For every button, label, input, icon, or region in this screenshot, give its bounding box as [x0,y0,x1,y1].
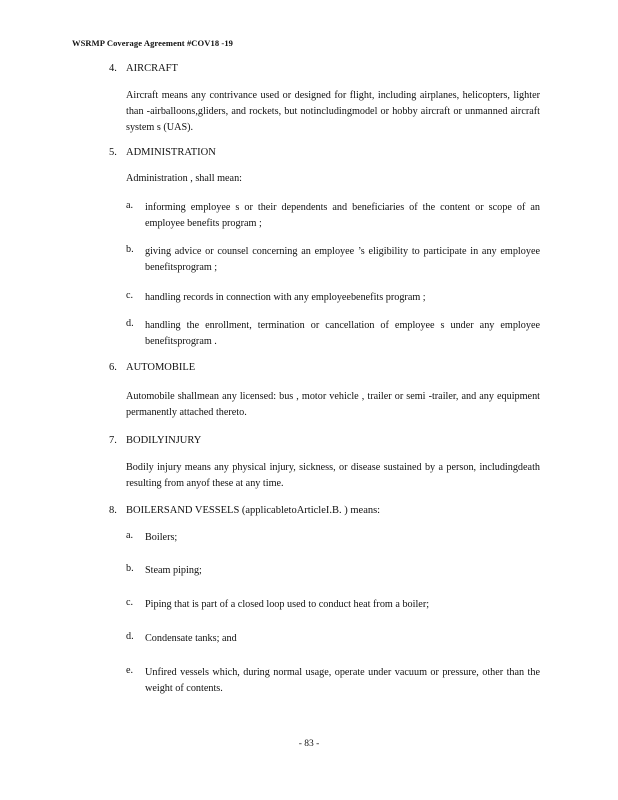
section-number: 5. [109,147,117,158]
list-item-letter: a. [126,530,134,541]
list-item-letter: d. [126,631,134,642]
section-title: BODILYINJURY [126,435,202,446]
list-item: handling the enrollment, termination or cancellation of employee s under any employee benefitsprogram . [145,320,540,348]
list-item: informing employee s or their dependents and beneficiaries of the content or scope of an employee benefits program ; [145,202,540,230]
list-item: Piping that is part of a closed loop used to conduct heat from a boiler; [145,599,430,610]
list-item-letter: d. [126,318,134,329]
list-item-letter: a. [126,200,134,211]
running-header: WSRMP Coverage Agreement #COV18 -19 [72,38,234,48]
section-body: Administration , shall mean: [126,173,243,184]
list-item-letter: c. [126,597,134,608]
list-item-letter: b. [126,563,134,574]
list-item: giving advice or counsel concerning an employee ’s eligibility to participate in any employee benefitsprogram ; [145,246,540,274]
list-item-letter: e. [126,665,134,676]
section-title: ADMINISTRATION [126,147,216,158]
list-item: Unfired vessels which, during normal usage, operate under vacuum or pressure, other than the weight of contents. [145,667,540,695]
section-body: Bodily injury means any physical injury, sickness, or disease sustained by a person, includingdeath resulting from anyof these at any time. [126,462,540,490]
list-item: Steam piping; [145,565,202,576]
section-body: Aircraft means any contrivance used or designed for flight, including airplanes, helicopters, lighter than -airballoons,gliders, and rockets, but notincludingmodel or hobby aircraft or unmanned aircraft system s (UAS). [126,90,540,134]
section-number: 8. [109,505,117,516]
list-item-letter: c. [126,290,134,301]
page-number: - 83 - [298,739,320,749]
section-number: 7. [109,435,117,446]
section-title: AIRCRAFT [126,63,178,74]
list-item: handling records in connection with any employeebenefits program ; [145,292,426,303]
section-title: BOILERSAND VESSELS (applicabletoArticleI.B. ) means: [126,505,381,516]
section-number: 6. [109,362,117,373]
list-item: Boilers; [145,532,178,543]
section-title: AUTOMOBILE [126,362,196,373]
section-body: Automobile shallmean any licensed: bus , motor vehicle , trailer or semi -trailer, and any equipment permanently attached thereto. [126,391,540,419]
list-item: Condensate tanks; and [145,633,237,644]
section-number: 4. [109,63,117,74]
list-item-letter: b. [126,244,134,255]
